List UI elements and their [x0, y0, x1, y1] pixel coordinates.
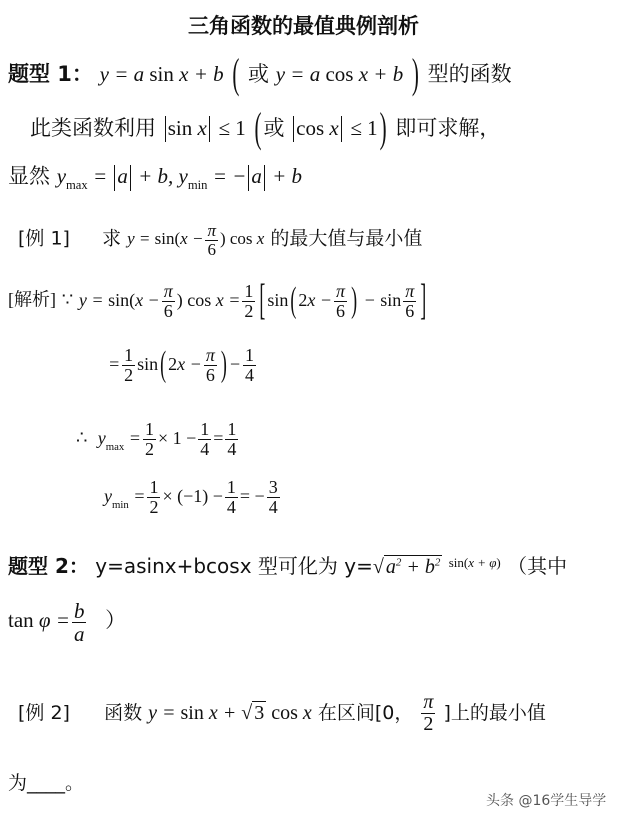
tan-close: ） — [105, 608, 127, 633]
interval-text: 在区间[0， — [317, 702, 414, 724]
type1-suffix: 型的函数 — [427, 62, 512, 86]
explain-suffix: 即可求解， — [395, 116, 501, 140]
example1-line — [18, 222, 422, 259]
example2-line2: 为____。 — [8, 772, 85, 794]
abs-sin: sin x — [167, 116, 207, 140]
trig-part: sin(x + φ) — [448, 555, 501, 570]
solution-line-4: $y_{min}$ = $\frac{1}{2}$ × (−1) − $\frac{1}{4}$ = − $\frac{3}{4}$ — [104, 477, 278, 517]
type2-line: 题型 2： y=asinx+bcosx 型可化为 y=√ $a^2 + b^2$ $^{sin(x + \varphi)}$ （其中 — [8, 554, 568, 578]
explain-line: 此类函数利用 sin x ≤ 1 (或 cos x ≤ 1) 即可求解， — [30, 103, 501, 152]
watermark: 头条 @16学生导学 — [486, 793, 607, 809]
obvious-line — [8, 160, 302, 193]
solution-line-2: = $\frac{1}{2}$ sin ( 2x − $\frac{\pi}{6}$ ) − $\frac{1}{4}$ — [108, 343, 254, 385]
type2-text: y=asinx+bcosx 型可化为 y= — [95, 554, 373, 578]
explain-prefix: 此类函数利用 — [30, 116, 156, 140]
paren-close: ) — [411, 49, 419, 98]
leq-1: ≤ 1 — [218, 116, 246, 140]
radical: $a^2 + b^2$ — [385, 556, 441, 578]
example2-line — [18, 692, 546, 735]
example2-word: 函数 — [104, 702, 143, 724]
interval-end: $\frac{\pi}{2}$ — [423, 691, 434, 735]
therefore-symbol: ∴ — [76, 427, 88, 448]
solution-label: [解析] — [8, 289, 56, 310]
example1-suffix: 的最大值与最小值 — [270, 227, 423, 250]
example2-suffix: ]上的最小值 — [443, 702, 546, 724]
obvious-prefix: 显然 — [8, 164, 50, 188]
solution-line-1: [解析] ∵ y = sin(x − $\frac{\pi}{6}$ ) cos x = $\frac{1}{2}$ [ sin ( 2x − $\frac{\pi}{6}$ ) − sin $\frac{\pi}{6}$ ] — [8, 274, 427, 323]
type1-label: 题型 1： — [8, 62, 93, 86]
example2-formula: y = sin x + √ 3 cos x — [148, 702, 312, 724]
explain-or: 或 — [263, 116, 285, 140]
type2-paren: （其中 — [507, 554, 568, 578]
example1-label: [例 1] — [18, 227, 70, 250]
type1-line — [8, 49, 512, 98]
tan-line — [8, 600, 126, 645]
type1-formula-b: y = a cos x + b — [275, 62, 404, 86]
example1-verb: 求 — [102, 227, 122, 250]
because-symbol: ∵ — [61, 289, 74, 310]
type2-label: 题型 2： — [8, 554, 89, 578]
type1-formula-a: y = a sin x + b — [99, 62, 224, 86]
paren-open: ( — [232, 49, 240, 98]
tan-formula: tan φ = $\frac{b}{a}$ — [8, 599, 85, 647]
type1-or: 或 — [248, 62, 270, 86]
solution-line-3: ∴ $y_{max}$ = $\frac{1}{2}$ × 1 − $\frac{1}{4}$ = $\frac{1}{4}$ — [76, 419, 237, 459]
page-title: 三角函数的最值典例剖析 — [188, 14, 419, 38]
example2-label: [例 2] — [18, 702, 70, 724]
abs-cos: cos x — [296, 116, 339, 140]
example1-formula: y = sin(x − $\frac{\pi}{6}$ ) cos x — [127, 221, 265, 259]
leq-2: ≤ 1 — [350, 116, 378, 140]
ymax-formula: $y_{max} = a + b$, $y_{min}$ = − a + b — [56, 164, 302, 192]
